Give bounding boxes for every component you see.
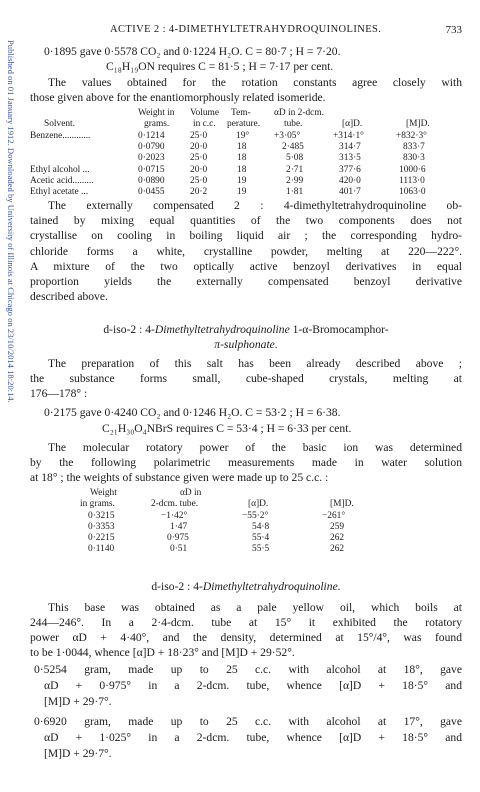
table-cell: 0·975 (167, 533, 189, 543)
table2-header-grams: in grams. (80, 499, 115, 509)
table-cell: 19 (237, 176, 247, 186)
table-row (30, 533, 462, 544)
table-cell: 2·71 (286, 165, 304, 175)
table-cell: 25·0 (190, 153, 208, 163)
rotation-text-1: The values obtained for the rotation constants agree closely with (48, 76, 462, 89)
table-cell: 1063·0 (399, 187, 426, 197)
table-cell: 0·3353 (88, 522, 115, 532)
download-notice-text: Published on 01 January 1912. Downloaded by University of Illinois at Chicago on 23/10/2014 18:20:14. (6, 40, 16, 403)
table-cell: 55·5 (252, 544, 270, 554)
table1-header-top-alpha: αD in 2-dcm. (274, 108, 324, 118)
table-cell: 18 (237, 165, 247, 175)
table-cell: 55·4 (252, 533, 270, 543)
table-cell: 20·2 (190, 187, 208, 197)
table1-header-cc: in c.c. (193, 119, 216, 129)
para4-line3: power αD + 4·40°, and the density, determined at 15°/4°, was found (30, 631, 462, 644)
table-row (30, 153, 462, 164)
table-cell: 2·485 (282, 142, 304, 152)
para3-line2: by the following polarimetric measurements made in water solution (30, 456, 462, 469)
table-cell: 18 (237, 142, 247, 152)
table1-header-grams: grams. (144, 119, 170, 129)
table-cell: 0·2023 (138, 153, 165, 163)
table-row (30, 165, 462, 176)
table-cell: 1000·6 (399, 165, 426, 175)
table-cell: 20·0 (190, 165, 208, 175)
heading1-italic: Dimethyltetrahydroquinoline (154, 323, 290, 336)
para1-line2: tained by mixing equal quantities of the two components does not (30, 214, 462, 227)
table-cell: 2·99 (286, 176, 304, 186)
section-heading-2 (30, 579, 462, 594)
table-cell: 1·47 (170, 522, 188, 532)
table-cell: 313·5 (339, 153, 361, 163)
table-cell: −261° (322, 511, 346, 521)
para3-line3: at 18° ; the weights of substance given were made up to 25 c.c. : (30, 471, 329, 484)
table-row (30, 544, 462, 555)
para1-line4: chloride forms a white, crystalline powder, melting at 220—222°. (30, 245, 462, 258)
table-cell: −1·42° (161, 511, 188, 521)
table-cell: 0·0455 (138, 187, 165, 197)
table1-header-m: [M]D. (406, 119, 430, 129)
table-cell: 0·1214 (138, 131, 165, 141)
formula-line-2: C₂₁H₃₀O₄NBrS requires C = 53·4 ; H = 6·33 per cent. (102, 422, 352, 435)
table-cell: 1113·0 (399, 176, 425, 186)
table-cell: 0·3215 (88, 511, 115, 521)
rotation-table-1 (30, 108, 462, 212)
table-cell: 262 (330, 533, 345, 543)
table2-header-top (30, 488, 462, 499)
para2-line2: the substance forms small, cube-shaped crystals, melting at (30, 372, 462, 385)
table-cell: 0·51 (170, 544, 188, 554)
para6-line1: 0·6920 gram, made up to 25 c.c. with alcohol at 17°, gave (34, 715, 462, 728)
analysis-line-1: 0·1895 gave 0·5578 CO₂ and 0·1224 H₂O. C = 80·7 ; H = 7·20. (44, 45, 341, 58)
table-cell: 401·7 (339, 187, 361, 197)
table-cell: 833·7 (403, 142, 425, 152)
table-cell: 0·0715 (138, 165, 165, 175)
table-cell: 19 (237, 187, 247, 197)
para4-line4: to be 1·0044, whence [α]D + 18·23° and [M]D + 29·52°. (30, 646, 295, 659)
heading1-prefix: d-iso-2 : 4- (103, 323, 155, 336)
table-cell: 314·7 (339, 142, 361, 152)
table-cell: 0·0790 (138, 142, 165, 152)
para4-line2: 244—246°. In a 2·4-dcm. tube at 15° it exhibited the rotatory (30, 616, 462, 629)
table-row (30, 142, 462, 153)
table-cell: 0·0890 (138, 176, 165, 186)
table-row (30, 187, 462, 198)
download-notice (4, 40, 16, 700)
table-cell: 18 (237, 153, 247, 163)
rotation-text-2: those given above for the enantiomorphously related isomeride. (30, 91, 326, 104)
para1-line6: proportion yields the externally compensated benzoyl derivative (30, 275, 462, 288)
table-cell: 1·81 (286, 187, 304, 197)
section-heading-1-line2 (30, 337, 462, 352)
table-cell: 19° (236, 131, 250, 141)
table-cell: Ethyl acetate ... (30, 187, 89, 197)
para3-line1: The molecular rotatory power of the basic ion was determined (48, 441, 462, 454)
table1-header (30, 119, 462, 130)
table-cell: 20·0 (190, 142, 208, 152)
table-cell: 420·0 (339, 176, 361, 186)
table-row (30, 522, 462, 533)
table2-header-top-alpha: αD in (180, 488, 202, 498)
table-cell: +314·1° (333, 131, 364, 141)
para4-line1: This base was obtained as a pale yellow oil, which boils at (48, 601, 462, 614)
running-title: ACTIVE 2 : 4-DIMETHYLTETRAHYDROQUINOLINES. (110, 24, 382, 35)
table1-header-top-volume: Volume (190, 108, 219, 118)
table1-header-temperature: perature. (227, 119, 261, 129)
section-heading-1 (30, 322, 462, 337)
heading1-line2: π-sulphonate. (214, 338, 278, 351)
para5-line2: αD + 0·975° in a 2-dcm. tube, whence [α]D + 18·5° and (44, 679, 462, 692)
table2-header-top-weight: Weight (90, 488, 117, 498)
table1-header-top-weight: Weight in (138, 108, 175, 118)
table-row (30, 131, 462, 142)
table-cell: Acetic acid......... (30, 176, 94, 186)
table-cell: 25·0 (190, 176, 208, 186)
heading2-prefix: d-iso-2 : 4- (151, 580, 203, 593)
analysis-line-2: 0·2175 gave 0·4240 CO₂ and 0·1246 H₂O. C = 53·2 ; H = 6·38. (44, 406, 341, 419)
table2-header-m: [M]D. (330, 499, 354, 509)
heading1-suffix: 1-α-Bromocamphor- (289, 323, 389, 336)
para2-line3: 176—178° : (30, 387, 88, 400)
table-cell: −55·2° (242, 511, 269, 521)
table-cell: 54·8 (252, 522, 270, 532)
table-cell: 0·2215 (88, 533, 115, 543)
table1-header-top (30, 108, 462, 119)
table-cell: +3·05° (274, 131, 301, 141)
para5-line3: [M]D + 29·7°. (44, 695, 112, 708)
para1-line5: A mixture of the two optically active benzoyl derivatives in equal (30, 260, 462, 273)
table-cell: 830·3 (403, 153, 425, 163)
heading2-italic: Dimethyltetrahydroquinoline. (202, 580, 341, 593)
para6-line3: [M]D + 29·7°. (44, 747, 112, 760)
table-cell: 262 (330, 544, 345, 554)
table-cell: 259 (330, 522, 345, 532)
table-cell: Ethyl alcohol ... (30, 165, 90, 175)
table-cell: +832·3° (396, 131, 427, 141)
para6-line2: αD + 1·025° in a 2-dcm. tube, whence [α]D + 18·5° and (44, 731, 462, 744)
table1-header-alpha: [α]D. (342, 119, 363, 129)
para2-line1: The preparation of this salt has been already described above ; (48, 357, 462, 370)
para5-line1: 0·5254 gram, made up to 25 c.c. with alcohol at 18°, gave (34, 663, 462, 676)
table2-header (30, 499, 462, 510)
table1-header-top-temp: Tem- (231, 108, 251, 118)
table-cell: 0·1140 (88, 544, 115, 554)
para1-line1: The externally compensated 2 : 4-dimethyltetrahydroquinoline ob- (48, 199, 462, 212)
table-cell: Benzene............ (30, 131, 91, 141)
table-cell: 5·08 (286, 153, 304, 163)
rotation-table-2 (30, 488, 462, 568)
running-header (30, 24, 462, 38)
formula-line-1: C₁₈H₁₉ON requires C = 81·5 ; H = 7·17 per cent. (106, 60, 334, 73)
table1-header-tube: tube. (284, 119, 303, 129)
para1-line3: crystallise on cooling in boiling liquid air ; the corresponding hydro- (30, 229, 462, 242)
table-cell: 377·6 (339, 165, 361, 175)
table2-header-tube: 2-dcm. tube. (151, 499, 199, 509)
table-row (30, 511, 462, 522)
table2-header-alpha: [α]D. (248, 499, 269, 509)
table-row (30, 176, 462, 187)
table-cell: 25·0 (190, 131, 208, 141)
table1-header-solvent: Solvent. (44, 119, 75, 129)
para1-line7: described above. (30, 290, 108, 303)
page-number: 733 (445, 24, 462, 36)
